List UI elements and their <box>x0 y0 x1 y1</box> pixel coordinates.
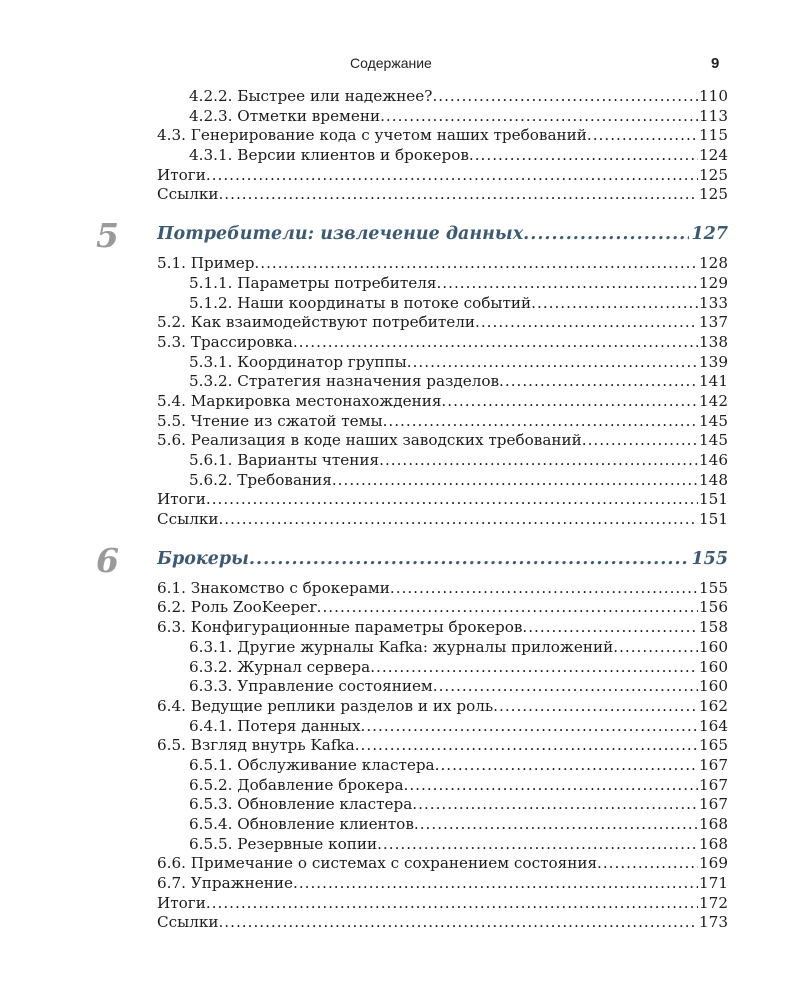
toc-subentry[interactable] <box>0 815 800 835</box>
toc-entry[interactable] <box>0 490 800 510</box>
entry-page: 133 <box>699 293 728 312</box>
dot-leader <box>613 638 698 658</box>
entry-page: 169 <box>699 854 728 873</box>
entry-label: 6.1. Знакомство с брокерами <box>157 578 390 597</box>
dot-leader <box>582 431 698 451</box>
entry-page: 145 <box>699 411 728 430</box>
toc-subentry[interactable] <box>0 638 800 658</box>
page-number: 9 <box>711 55 720 72</box>
entry-page: 115 <box>699 126 728 145</box>
dot-leader <box>432 87 698 107</box>
chapter-number: 6 <box>96 540 119 580</box>
entry-label: Ссылки <box>157 913 219 932</box>
toc-entry[interactable] <box>0 736 800 756</box>
entry-label: 5.6.2. Требования <box>189 470 332 489</box>
dot-leader <box>523 222 689 246</box>
entry-label: 5.5. Чтение из сжатой темы <box>157 411 383 430</box>
dot-leader <box>206 166 698 186</box>
table-of-contents <box>0 87 800 933</box>
entry-label: Итоги <box>157 490 206 509</box>
entry-label: Ссылки <box>157 510 219 529</box>
dot-leader <box>377 835 698 855</box>
entry-label: 6.6. Примечание о системах с сохранением состояния <box>157 854 598 873</box>
entry-page: 128 <box>699 254 728 273</box>
dot-leader <box>522 618 698 638</box>
entry-page: 145 <box>699 431 728 450</box>
entry-label: 6.5.3. Обновление кластера <box>189 795 413 814</box>
toc-subentry[interactable] <box>0 658 800 678</box>
entry-page: 158 <box>699 618 728 637</box>
toc-subentry[interactable] <box>0 87 800 107</box>
toc-subentry[interactable] <box>0 107 800 127</box>
entry-page: 167 <box>699 795 728 814</box>
toc-entry[interactable] <box>0 854 800 874</box>
toc-subentry[interactable] <box>0 776 800 796</box>
dot-leader <box>531 294 698 314</box>
entry-page: 160 <box>699 637 728 656</box>
entry-page: 156 <box>699 598 728 617</box>
entry-label: 6.5.1. Обслуживание кластера <box>189 755 435 774</box>
toc-subentry[interactable] <box>0 451 800 471</box>
entry-page: 167 <box>699 755 728 774</box>
toc-entry[interactable] <box>0 313 800 333</box>
entry-page: 125 <box>699 165 728 184</box>
dot-leader <box>317 598 698 618</box>
entry-page: 172 <box>699 893 728 912</box>
entry-label: 5.2. Как взаимодействуют потребители <box>157 313 476 332</box>
entry-page: 162 <box>699 696 728 715</box>
dot-leader <box>436 274 698 294</box>
dot-leader <box>370 658 698 678</box>
dot-leader <box>293 874 698 894</box>
dot-leader <box>218 913 698 933</box>
chapter-heading[interactable] <box>0 540 800 579</box>
dot-leader <box>407 353 698 373</box>
chapter-heading[interactable] <box>0 215 800 254</box>
toc-entry[interactable] <box>0 598 800 618</box>
toc-subentry[interactable] <box>0 677 800 697</box>
dot-leader <box>379 451 698 471</box>
entry-page: 151 <box>699 490 728 509</box>
toc-entry[interactable] <box>0 894 800 914</box>
dot-leader <box>380 107 698 127</box>
toc-subentry[interactable] <box>0 146 800 166</box>
dot-leader <box>383 412 698 432</box>
entry-label: 6.7. Упражнение <box>157 874 293 893</box>
entry-label: 5.1.2. Наши координаты в потоке событий <box>189 293 532 312</box>
entry-page: 138 <box>699 332 728 351</box>
running-header <box>0 55 800 75</box>
entry-label: 4.2.2. Быстрее или надежнее? <box>189 87 433 105</box>
dot-leader <box>433 677 698 697</box>
entry-label: 6.3. Конфигурационные параметры брокеров <box>157 618 523 637</box>
entry-label: 4.3.1. Версии клиентов и брокеров <box>189 146 469 165</box>
toc-subentry[interactable] <box>0 756 800 776</box>
chapter-number: 5 <box>96 216 119 256</box>
toc-entry[interactable] <box>0 618 800 638</box>
toc-subentry[interactable] <box>0 294 800 314</box>
dot-leader <box>412 795 698 815</box>
toc-entry[interactable] <box>0 254 800 274</box>
toc-entry[interactable] <box>0 412 800 432</box>
entry-page: 151 <box>699 510 728 529</box>
toc-entry[interactable] <box>0 392 800 412</box>
entry-page: 124 <box>699 146 728 165</box>
dot-leader <box>249 547 690 571</box>
entry-page: 168 <box>699 815 728 833</box>
entry-page: 168 <box>699 834 728 853</box>
toc-entry[interactable] <box>0 510 800 530</box>
toc-subentry[interactable] <box>0 835 800 855</box>
dot-leader <box>293 333 698 353</box>
entry-page: 139 <box>699 352 728 371</box>
entry-label: 6.2. Роль ZooKeeper <box>157 598 317 617</box>
entry-label: 5.6.1. Варианты чтения <box>189 451 380 469</box>
entry-label: 5.4. Маркировка местонахождения <box>157 391 442 410</box>
entry-page: 155 <box>699 578 728 597</box>
dot-leader <box>355 736 698 756</box>
chapter-spacer <box>0 530 800 540</box>
entry-label: 4.3. Генерирование кода с учетом наших требований <box>157 126 587 145</box>
dot-leader <box>218 510 698 530</box>
entry-label: Итоги <box>157 893 206 912</box>
entry-label: 4.2.3. Отметки времени <box>189 106 381 125</box>
entry-page: 129 <box>699 273 728 292</box>
entry-label: 6.3.3. Управление состоянием <box>189 677 433 696</box>
entry-label: 5.1.1. Параметры потребителя <box>189 273 437 292</box>
entry-label: 6.5.2. Добавление брокера <box>189 775 404 794</box>
entry-label: 6.3.2. Журнал сервера <box>189 657 371 676</box>
chapter-title: Брокеры <box>157 548 249 569</box>
entry-page: 146 <box>699 451 728 469</box>
toc-entry[interactable] <box>0 579 800 599</box>
toc-entry[interactable] <box>0 913 800 933</box>
entry-label: 5.1. Пример <box>157 254 255 273</box>
chapter-title: Потребители: извлечение данных <box>157 224 524 245</box>
entry-label: Итоги <box>157 165 206 184</box>
entry-label: 6.3.1. Другие журналы Kafka: журналы приложений <box>189 637 614 656</box>
dot-leader <box>435 756 698 776</box>
entry-label: 6.4. Ведущие реплики разделов и их роль <box>157 696 494 715</box>
entry-page: 164 <box>699 716 728 735</box>
entry-page: 165 <box>699 736 728 755</box>
toc-subentry[interactable] <box>0 274 800 294</box>
dot-leader <box>587 126 698 146</box>
dot-leader <box>414 815 698 835</box>
header-title: Содержание <box>350 55 432 71</box>
toc-subentry[interactable] <box>0 353 800 373</box>
dot-leader <box>597 854 698 874</box>
toc-entry[interactable] <box>0 333 800 353</box>
entry-label: 5.3.2. Стратегия назначения разделов <box>189 372 500 391</box>
entry-page: 141 <box>699 372 728 391</box>
entry-page: 142 <box>699 391 728 410</box>
dot-leader <box>469 146 698 166</box>
dot-leader <box>218 185 698 205</box>
entry-label: 6.5.4. Обновление клиентов <box>189 815 414 833</box>
entry-page: 160 <box>699 657 728 676</box>
entry-label: 6.5. Взгляд внутрь Kafka <box>157 736 355 755</box>
entry-label: 6.4.1. Потеря данных <box>189 716 361 735</box>
entry-page: 173 <box>699 913 728 932</box>
toc-subentry[interactable] <box>0 795 800 815</box>
toc-entry[interactable] <box>0 874 800 894</box>
toc-subentry[interactable] <box>0 471 800 491</box>
dot-leader <box>361 717 698 737</box>
dot-leader <box>441 392 698 412</box>
entry-page: 148 <box>699 470 728 489</box>
toc-entry[interactable] <box>0 126 800 146</box>
entry-page: 137 <box>699 313 728 332</box>
dot-leader <box>390 579 698 599</box>
entry-label: 5.3.1. Координатор группы <box>189 352 407 371</box>
dot-leader <box>332 471 698 491</box>
entry-page: 167 <box>699 775 728 794</box>
toc-entry[interactable] <box>0 697 800 717</box>
chapter-page: 155 <box>691 548 728 569</box>
entry-page: 113 <box>699 106 728 125</box>
dot-leader <box>206 490 698 510</box>
dot-leader <box>254 254 698 274</box>
entry-label: 6.5.5. Резервные копии <box>189 834 378 853</box>
entry-page: 125 <box>699 185 728 204</box>
toc-entry[interactable] <box>0 166 800 186</box>
chapter-page: 127 <box>691 224 728 245</box>
entry-label: Ссылки <box>157 185 219 204</box>
toc-subentry[interactable] <box>0 717 800 737</box>
entry-page: 160 <box>699 677 728 696</box>
dot-leader <box>475 313 698 333</box>
entry-label: 5.3. Трассировка <box>157 332 293 351</box>
entry-page: 110 <box>699 87 728 105</box>
dot-leader <box>493 697 698 717</box>
entry-page: 171 <box>699 874 728 893</box>
toc-subentry[interactable] <box>0 372 800 392</box>
dot-leader <box>404 776 698 796</box>
entry-label: 5.6. Реализация в коде наших заводских требований <box>157 431 582 450</box>
chapter-spacer <box>0 205 800 215</box>
dot-leader <box>499 372 698 392</box>
toc-entry[interactable] <box>0 185 800 205</box>
dot-leader <box>206 894 698 914</box>
toc-entry[interactable] <box>0 431 800 451</box>
